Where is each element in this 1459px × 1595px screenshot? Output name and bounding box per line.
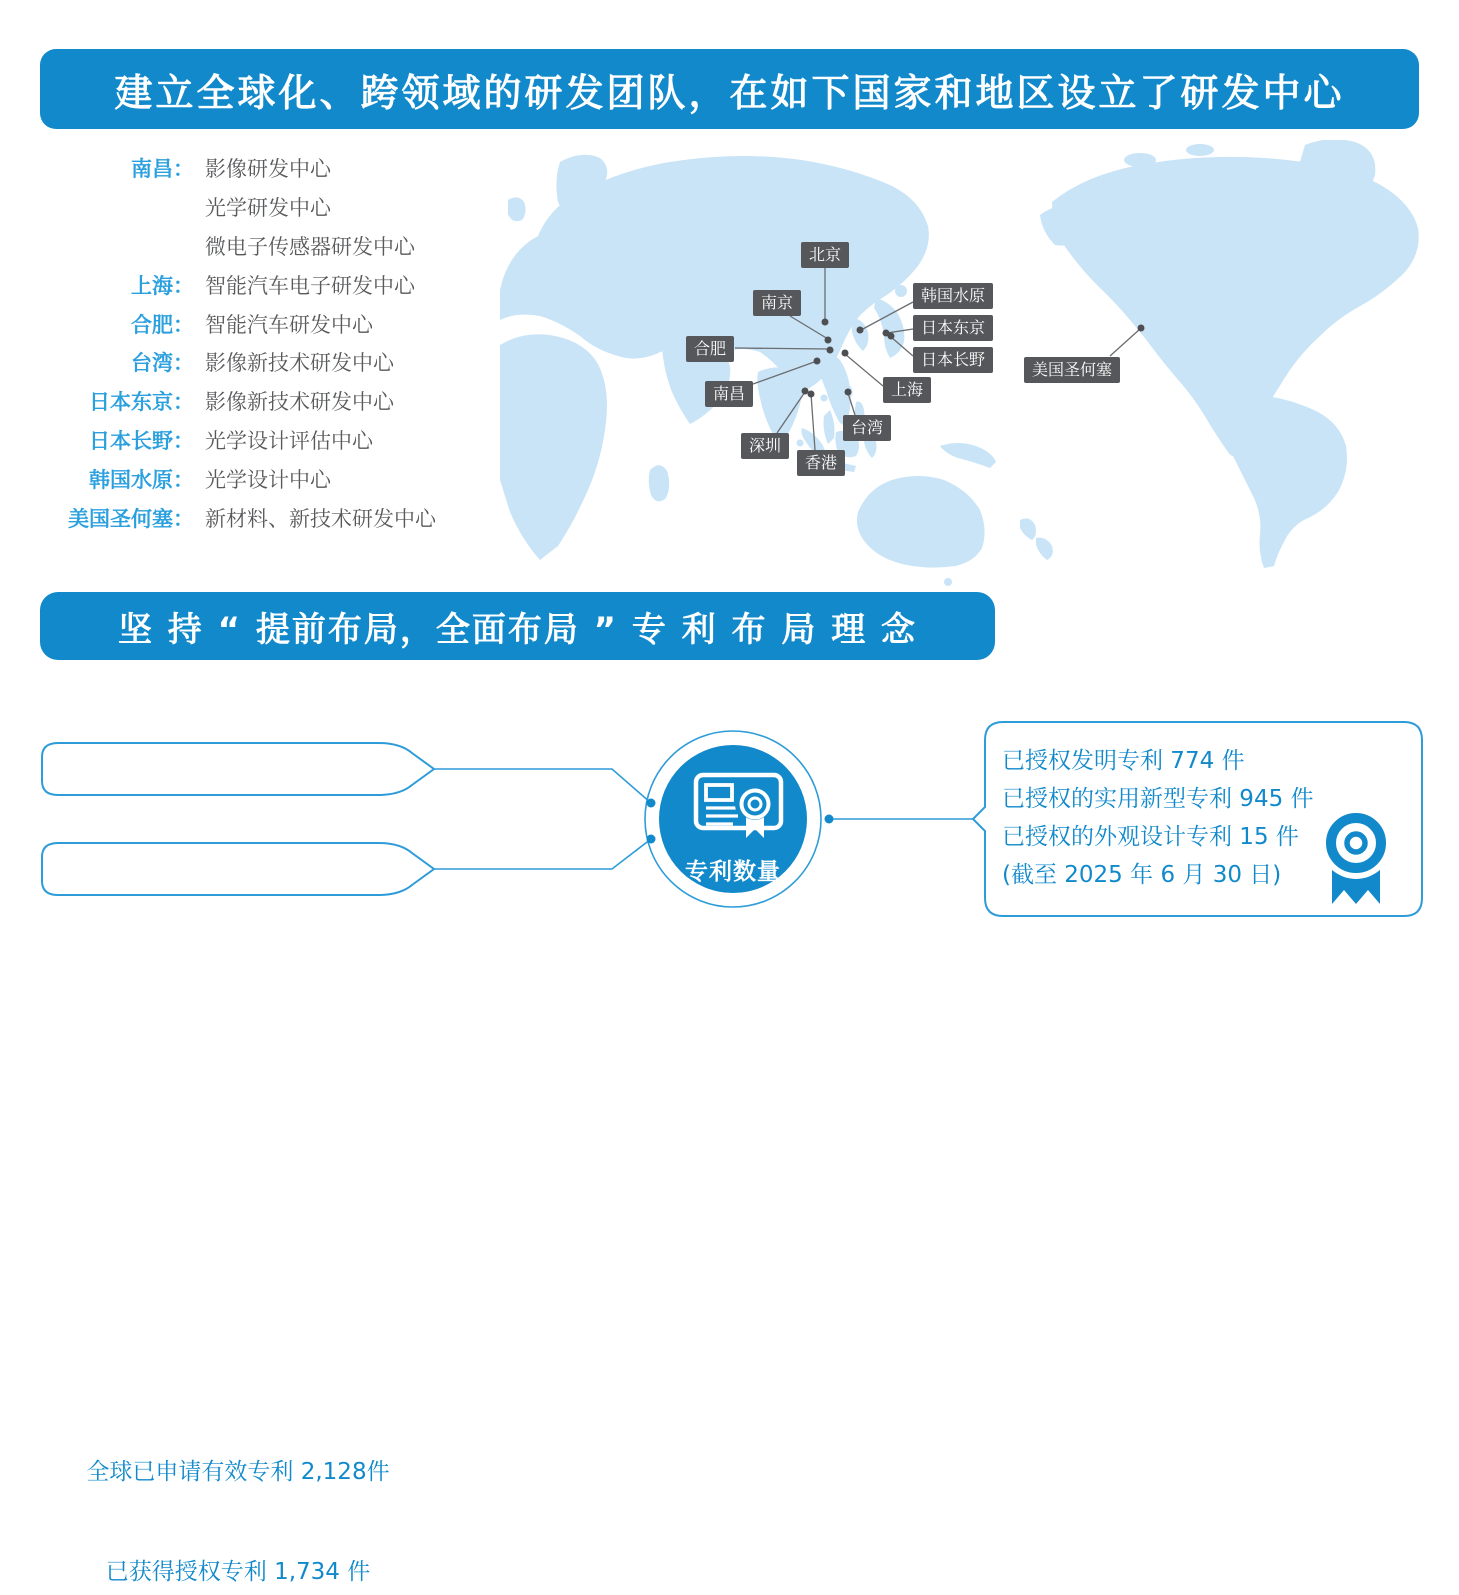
hub-node-right bbox=[825, 815, 834, 824]
rnd-center-label: 微电子传感器研发中心 bbox=[205, 234, 415, 259]
patent-hub-label: 专利数量 bbox=[685, 859, 781, 885]
dot-shenzhen bbox=[802, 388, 809, 395]
map-label-shanghai: 上海 bbox=[883, 377, 931, 403]
islands-japan bbox=[874, 298, 904, 358]
headline-banner-rnd: 建立全球化、跨领域的研发团队，在如下国家和地区设立了研发中心 bbox=[40, 49, 1419, 129]
map-label-taiwan: 台湾 bbox=[843, 415, 891, 441]
rnd-center-label: 智能汽车电子研发中心 bbox=[205, 273, 415, 298]
rnd-city-label: 日本东京： bbox=[89, 390, 194, 415]
dot-nanchang bbox=[814, 358, 821, 365]
dot-beijing bbox=[822, 319, 829, 326]
rnd-row bbox=[58, 421, 436, 460]
dot-nanjing bbox=[825, 337, 832, 344]
map-label-beijing: 北京 bbox=[801, 242, 849, 268]
detail-line-utility: 已授权的实用新型专利 945 件 bbox=[1002, 786, 1314, 812]
patent-details-text bbox=[1002, 742, 1314, 894]
rnd-center-label: 智能汽车研发中心 bbox=[205, 312, 373, 337]
pill-granted-patents bbox=[42, 843, 434, 895]
rnd-centers-list bbox=[58, 149, 436, 537]
rnd-row bbox=[58, 382, 436, 421]
dot-korea-suwon bbox=[857, 327, 864, 334]
map-label-hongkong: 香港 bbox=[797, 450, 845, 476]
island-uk bbox=[508, 197, 526, 221]
headline-banner-patent: 坚 持 “ 提前布局，全面布局 ” 专 利 布 局 理 念 bbox=[40, 592, 995, 660]
rnd-row bbox=[58, 498, 436, 537]
rnd-city-label: 美国圣何塞： bbox=[68, 506, 194, 531]
continent-australia bbox=[857, 476, 985, 568]
island-newguinea bbox=[940, 443, 996, 468]
island-nz-south bbox=[1036, 538, 1053, 560]
rnd-center-label: 影像研发中心 bbox=[205, 157, 331, 182]
hub-node-left-top bbox=[647, 799, 656, 808]
arctic-island-1 bbox=[1124, 153, 1156, 167]
hub-node-left-bottom bbox=[647, 835, 656, 844]
dot-hefei bbox=[827, 347, 834, 354]
map-label-nanchang: 南昌 bbox=[705, 381, 753, 407]
rnd-row bbox=[58, 188, 436, 227]
map-label-japan-tokyo: 日本东京 bbox=[913, 315, 993, 341]
pill-applied-patents bbox=[42, 743, 434, 795]
rnd-row bbox=[58, 227, 436, 266]
region-korea bbox=[852, 318, 869, 351]
region-malay bbox=[824, 410, 835, 444]
island-madagascar bbox=[649, 465, 670, 501]
map-label-japan-nagano: 日本长野 bbox=[913, 347, 993, 373]
map-label-hefei: 合肥 bbox=[686, 336, 734, 362]
granted-patents-text: 已获得授权专利 1,734 件 bbox=[105, 1558, 371, 1585]
detail-line-design: 已授权的外观设计专利 15 件 bbox=[1002, 824, 1299, 850]
detail-line-invention: 已授权发明专利 774 件 bbox=[1002, 748, 1245, 774]
dot-japan-nagano bbox=[888, 333, 895, 340]
continent-south-america bbox=[1220, 395, 1347, 568]
island-hainan bbox=[821, 395, 828, 402]
stat-pills bbox=[42, 743, 434, 895]
rnd-city-label: 韩国水原： bbox=[89, 467, 194, 492]
dot-hongkong bbox=[808, 391, 815, 398]
map-label-usa-sanjose: 美国圣何塞 bbox=[1024, 357, 1120, 383]
rnd-row bbox=[58, 343, 436, 382]
map-label-nanjing: 南京 bbox=[753, 290, 801, 316]
rnd-row bbox=[58, 265, 436, 304]
world-map bbox=[500, 140, 1459, 600]
rnd-center-label: 光学设计中心 bbox=[205, 467, 331, 492]
island-tasmania bbox=[944, 578, 952, 586]
rnd-city-label: 合肥： bbox=[131, 312, 194, 337]
rnd-row bbox=[58, 459, 436, 498]
island-hokkaido bbox=[895, 285, 907, 297]
rnd-city-label: 日本长野： bbox=[89, 428, 194, 453]
arctic-island-3 bbox=[1242, 165, 1262, 175]
island-nz-north bbox=[1020, 518, 1036, 540]
dot-taiwan bbox=[845, 389, 852, 396]
applied-patents-text: 全球已申请有效专利 2,128件 bbox=[86, 1458, 390, 1485]
rnd-city-label: 上海： bbox=[131, 273, 194, 298]
detail-line-as-of-date: (截至 2025 年 6 月 30 日) bbox=[1002, 862, 1282, 888]
rnd-center-label: 光学研发中心 bbox=[205, 196, 331, 221]
rnd-center-label: 新材料、新技术研发中心 bbox=[205, 506, 436, 531]
rnd-center-label: 影像新技术研发中心 bbox=[205, 390, 394, 415]
rnd-center-label: 影像新技术研发中心 bbox=[205, 351, 394, 376]
dot-usa-sanjose bbox=[1138, 325, 1145, 332]
rnd-city-label: 台湾： bbox=[131, 351, 194, 376]
rnd-center-label: 光学设计评估中心 bbox=[205, 428, 373, 453]
rnd-city-label: 南昌： bbox=[131, 157, 194, 182]
arctic-island-2 bbox=[1186, 144, 1214, 156]
rnd-row bbox=[58, 304, 436, 343]
map-label-shenzhen: 深圳 bbox=[741, 433, 789, 459]
map-label-korea-suwon: 韩国水原 bbox=[913, 283, 993, 309]
continent-africa bbox=[500, 334, 607, 560]
island-srilanka bbox=[797, 440, 804, 447]
rnd-row bbox=[58, 149, 436, 188]
dot-shanghai bbox=[842, 350, 849, 357]
